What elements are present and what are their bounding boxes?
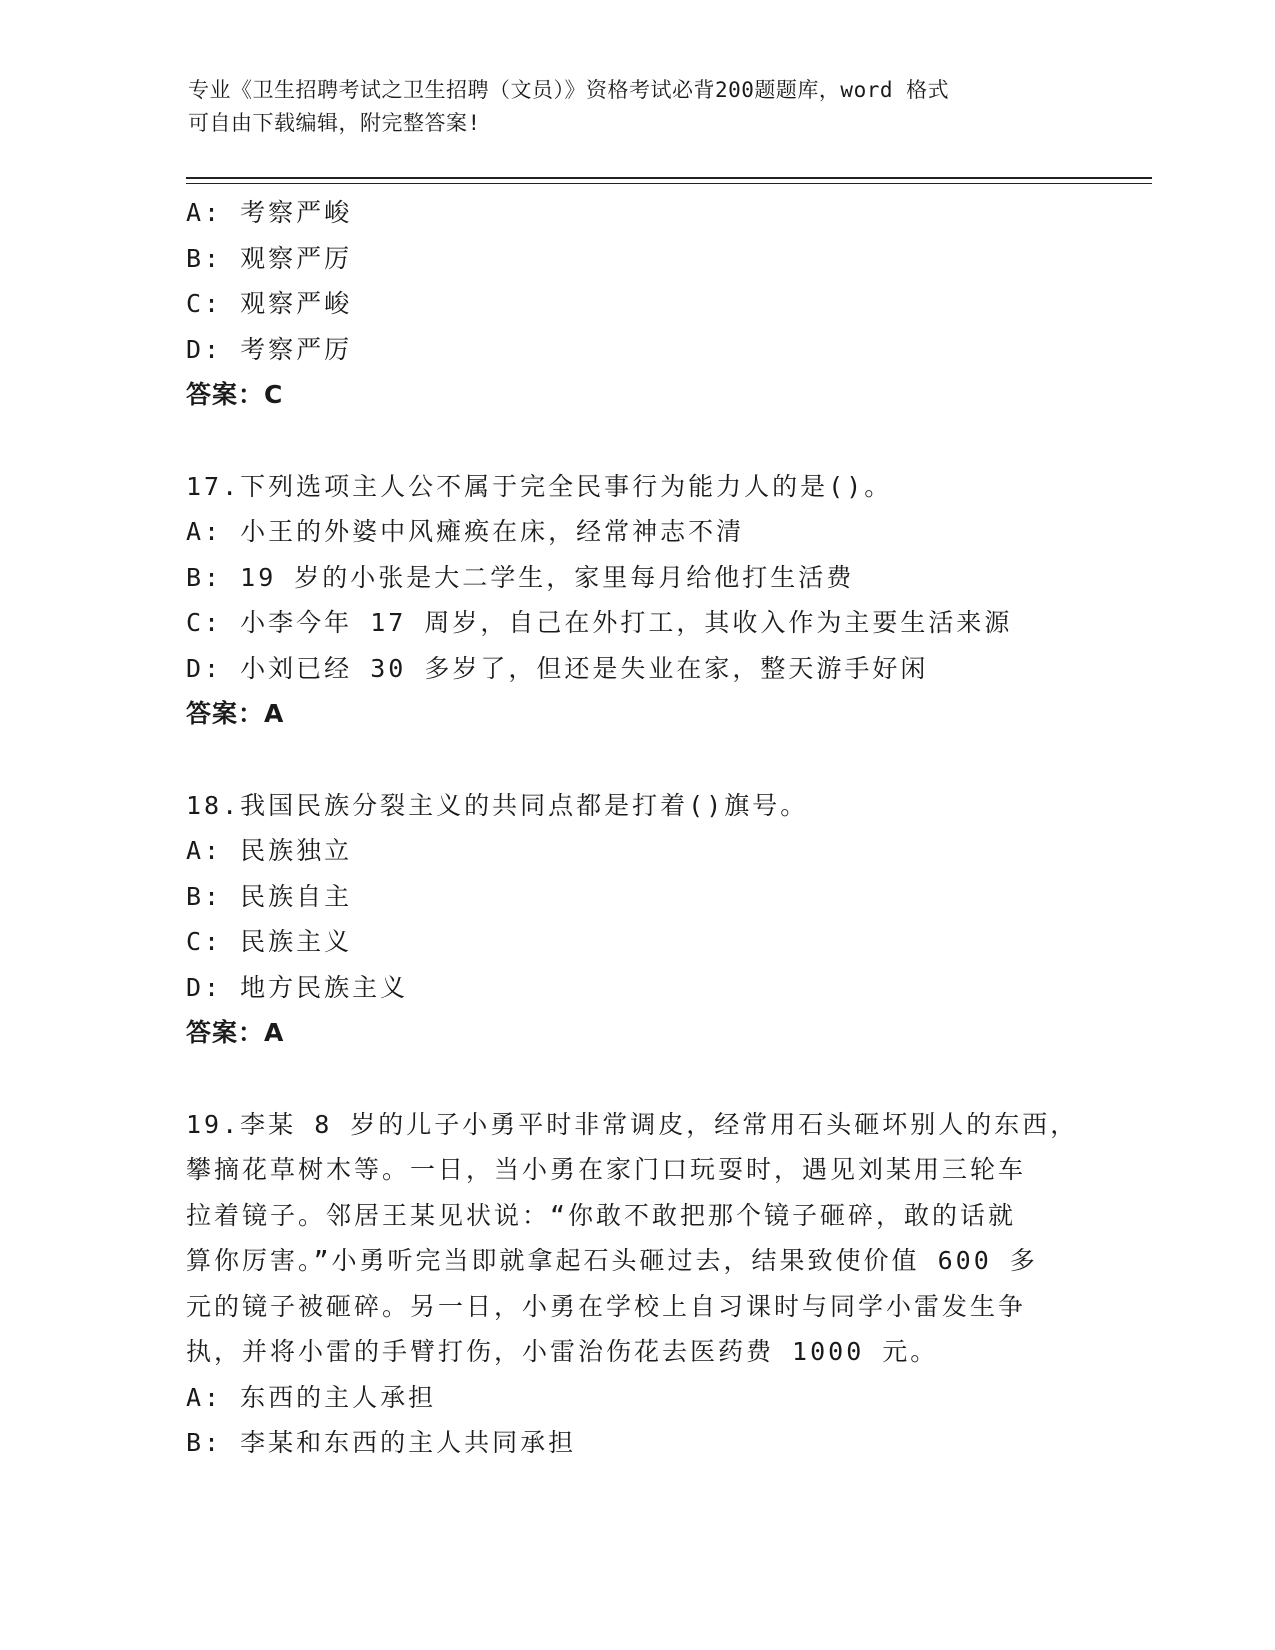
option-b: B: 民族自主 [186,881,353,911]
answer: 答案：C [186,380,284,409]
header-divider-thick [186,177,1152,179]
option-d: D: 小刘已经 30 多岁了，但还是失业在家，整天游手好闲 [186,653,929,683]
question-stem-line: 执，并将小雷的手臂打伤，小雷治伤花去医药费 1000 元。 [186,1337,939,1366]
spacer [186,737,1086,783]
spacer [186,418,1086,464]
question-19 [186,1102,1086,1466]
option-b: B: 19 岁的小张是大二学生，家里每月给他打生活费 [186,562,855,592]
question-17 [186,464,1086,737]
option-d: D: 地方民族主义 [186,972,409,1002]
option-a: A: 东西的主人承担 [186,1382,437,1412]
answer: 答案：A [186,1018,285,1047]
option-d: D: 考察严厉 [186,334,353,364]
option-c: C: 民族主义 [186,927,353,956]
header-title-line-2: 可自由下载编辑，附完整答案! [188,111,481,135]
answer: 答案：A [186,699,285,728]
option-a: A: 小王的外婆中风瘫痪在床，经常神志不清 [186,517,745,546]
question-stem-line: 拉着镜子。邻居王某见状说：“你敢不敢把那个镜子砸碎，敢的话就 [186,1200,1017,1230]
question-stem-line: 攀摘花草树木等。一日，当小勇在家门口玩耍时，遇见刘某用三轮车 [186,1155,1027,1184]
question-18 [186,783,1086,1056]
question-stem: 18.我国民族分裂主义的共同点都是打着()旗号。 [186,790,809,820]
option-b: B: 李某和东西的主人共同承担 [186,1428,577,1457]
option-a: A: 考察严峻 [186,198,353,227]
option-a: A: 民族独立 [186,836,353,865]
question-16-partial [186,190,1086,418]
document-header [188,74,1088,140]
header-title-line-1: 专业《卫生招聘考试之卫生招聘（文员）》资格考试必背200题题库，word 格式 [188,78,950,102]
option-c: C: 小李今年 17 周岁，自己在外打工，其收入作为主要生活来源 [186,608,1013,637]
option-b: B: 观察严厉 [186,243,353,273]
option-c: C: 观察严峻 [186,289,353,318]
question-stem: 17.下列选项主人公不属于完全民事行为能力人的是()。 [186,471,893,501]
header-divider-thin [186,183,1152,184]
spacer [186,1056,1086,1102]
question-stem-line: 元的镜子被砸碎。另一日，小勇在学校上自习课时与同学小雷发生争 [186,1291,1027,1321]
question-list [186,190,1086,1466]
question-stem-line: 19.李某 8 岁的儿子小勇平时非常调皮，经常用石头砸坏别人的东西， [186,1109,1079,1139]
question-stem-line: 算你厉害。”小勇听完当即就拿起石头砸过去，结果致使价值 600 多 [186,1246,1038,1275]
